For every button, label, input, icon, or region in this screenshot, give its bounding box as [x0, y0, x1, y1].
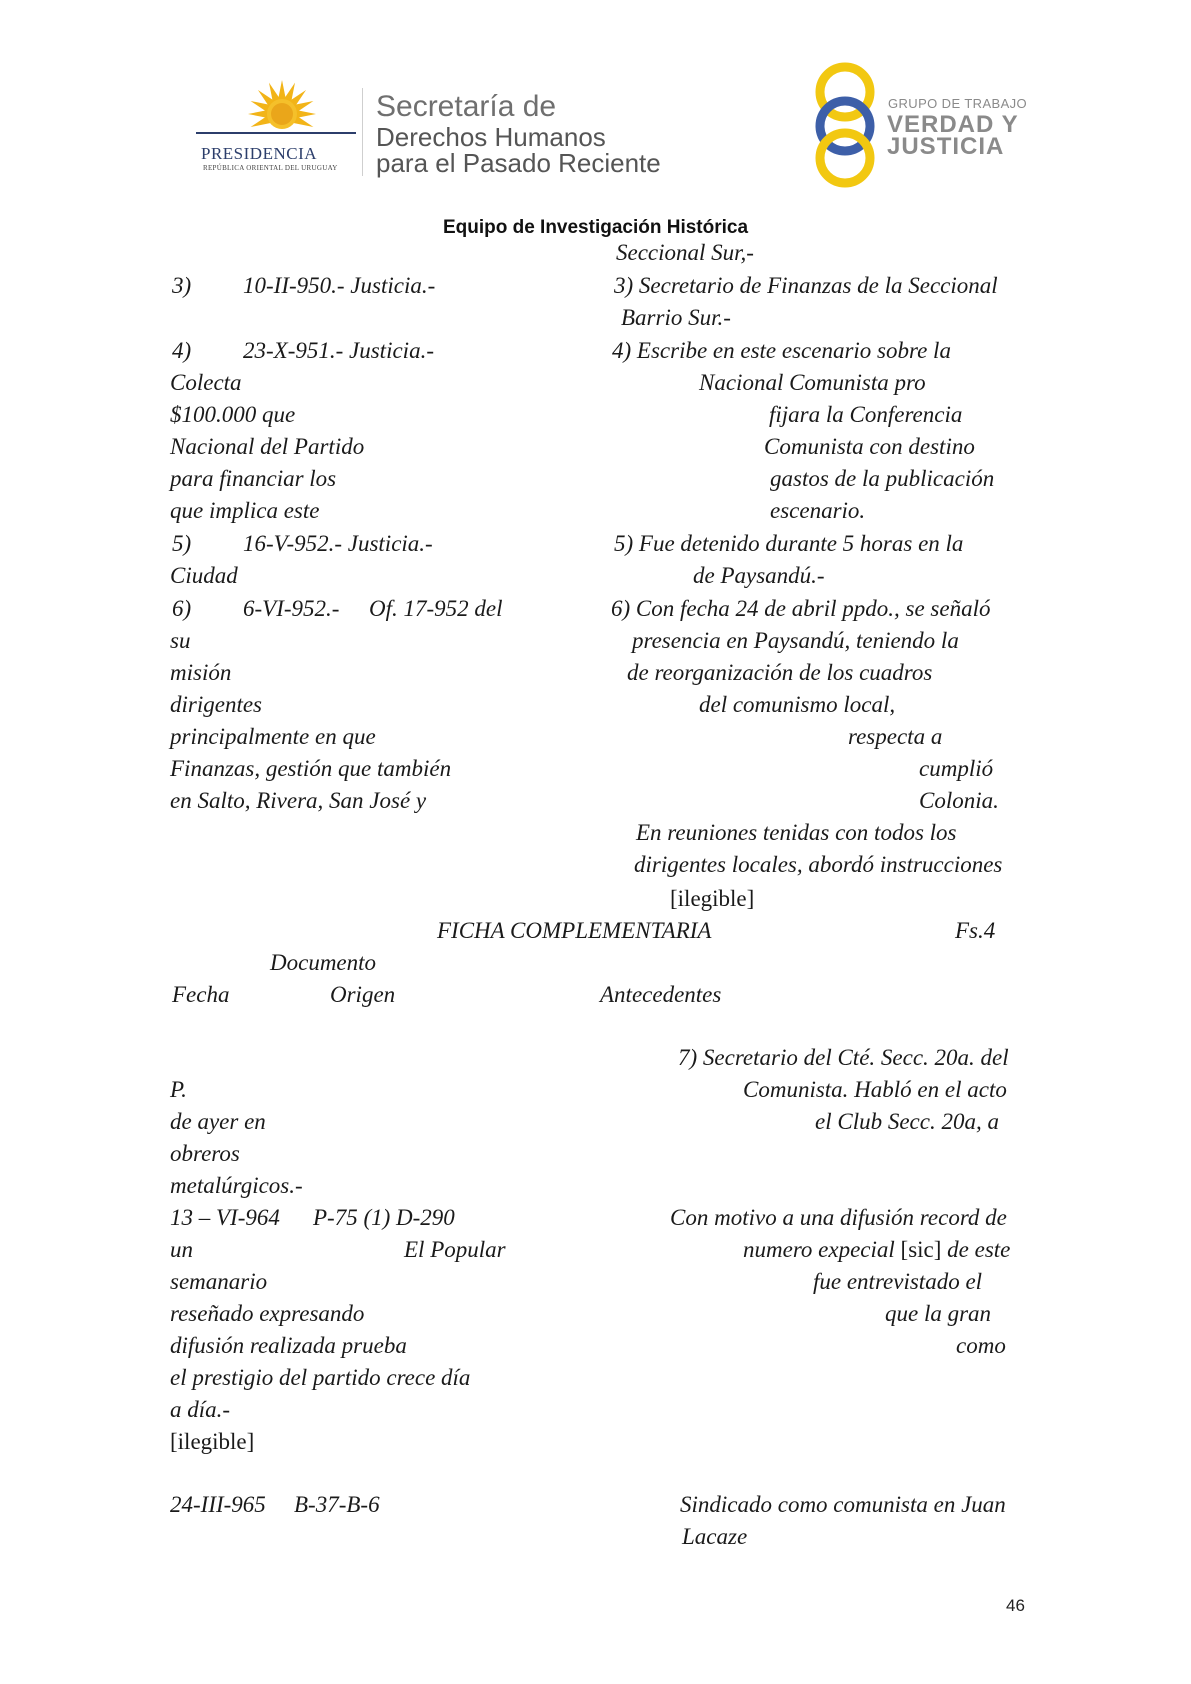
entry-date: 13 – VI-964 — [170, 1205, 280, 1230]
text-line — [743, 1235, 1010, 1265]
entry-number: 4) — [172, 338, 192, 363]
text-line: Colonia. — [919, 788, 999, 813]
text-line: cumplió — [919, 756, 994, 781]
text-line: $100.000 que — [170, 402, 296, 427]
folio-number: Fs.4 — [955, 918, 996, 943]
entry-date: 16-V-952.- Justicia.- — [243, 531, 433, 556]
text-line: 6) Con fecha 24 de abril ppdo., se señaló — [611, 596, 991, 621]
secretaria-line-3: para el Pasado Reciente — [376, 148, 661, 178]
text-fragment: numero expecial — [743, 1237, 901, 1262]
illegible-note: [ilegible] — [170, 1429, 255, 1454]
presidencia-label: PRESIDENCIA — [201, 144, 318, 163]
text-line: de Paysandú.- — [693, 563, 825, 588]
entry-origin: Of. 17-952 del — [369, 596, 503, 621]
secretaria-line-1: Secretaría de — [376, 90, 557, 123]
entry-origin: El Popular — [404, 1237, 506, 1262]
gtvj-line-2: VERDAD Y — [887, 111, 1019, 138]
text-line: como — [956, 1333, 1006, 1358]
text-line: su — [170, 628, 191, 653]
text-line: de ayer en — [170, 1109, 266, 1134]
text-line: En reuniones tenidas con todos los — [636, 820, 957, 845]
text-line: el prestigio del partido crece día — [170, 1365, 471, 1390]
text-line: el Club Secc. 20a, a — [815, 1109, 999, 1134]
text-line: para financiar los — [170, 466, 337, 491]
text-line: Nacional del Partido — [170, 434, 365, 459]
text-line: Finanzas, gestión que también — [170, 756, 452, 781]
text-line: dirigentes — [170, 692, 262, 717]
text-line: Con motivo a una difusión record de — [670, 1205, 1007, 1230]
text-line: 5) Fue detenido durante 5 horas en la — [614, 531, 964, 556]
gtvj-line-1: GRUPO DE TRABAJO — [888, 96, 1028, 111]
text-line: principalmente en que — [170, 724, 376, 749]
text-line: reseñado expresando — [170, 1301, 365, 1326]
text-line: dirigentes locales, abordó instrucciones — [634, 852, 1003, 877]
text-line: a día.- — [170, 1397, 231, 1422]
text-line: difusión realizada prueba — [170, 1333, 407, 1358]
text-line: que implica este — [170, 498, 320, 523]
text-line: Nacional Comunista pro — [699, 370, 926, 395]
column-header-origen: Origen — [330, 982, 396, 1007]
entry-origin: P-75 (1) D-290 — [313, 1205, 455, 1230]
text-line: fue entrevistado el — [813, 1269, 983, 1294]
header-divider — [362, 88, 363, 176]
text-line: Seccional Sur,- — [616, 240, 754, 265]
text-line: presencia en Paysandú, teniendo la — [632, 628, 959, 653]
text-line: P. — [170, 1077, 187, 1102]
text-line: 4) Escribe en este escenario sobre la — [612, 338, 951, 363]
team-heading: Equipo de Investigación Histórica — [442, 217, 749, 238]
text-line: Barrio Sur.- — [621, 305, 731, 330]
text-line: un — [170, 1237, 193, 1262]
text-line: gastos de la publicación — [770, 466, 995, 491]
entry-number: 6) — [172, 596, 192, 621]
ficha-title: FICHA COMPLEMENTARIA — [437, 918, 712, 943]
secretaria-line-2: Derechos Humanos — [376, 122, 606, 152]
text-fragment: de este — [941, 1237, 1011, 1262]
column-header-antecedentes: Antecedentes — [600, 982, 722, 1007]
text-line: 7) Secretario del Cté. Secc. 20a. del — [678, 1045, 1009, 1070]
illegible-note: [ilegible] — [670, 886, 755, 911]
entry-date: 24-III-965 — [170, 1492, 266, 1517]
text-line: Colecta — [170, 370, 242, 395]
entry-date: 6-VI-952.- — [243, 596, 340, 621]
entry-number: 3) — [172, 273, 192, 298]
text-line: 3) Secretario de Finanzas de la Seccional — [614, 273, 998, 298]
text-line: fijara la Conferencia — [769, 402, 963, 427]
text-line: Lacaze — [682, 1524, 748, 1549]
text-line: Comunista con destino — [764, 434, 975, 459]
text-line: del comunismo local, — [699, 692, 896, 717]
entry-origin: B-37-B-6 — [294, 1492, 380, 1517]
text-line: Comunista. Habló en el acto — [743, 1077, 1007, 1102]
sic-note: [sic] — [900, 1237, 942, 1262]
gtvj-line-3: JUSTICIA — [887, 133, 1005, 160]
entry-number: 5) — [172, 531, 192, 556]
text-line: misión — [170, 660, 232, 685]
presidencia-sublabel: REPÚBLICA ORIENTAL DEL URUGUAY — [203, 164, 338, 172]
text-line: Sindicado como comunista en Juan — [680, 1492, 1006, 1517]
page-number: 46 — [1006, 1596, 1025, 1615]
text-line: escenario. — [770, 498, 866, 523]
column-header-fecha: Fecha — [172, 982, 230, 1007]
entry-date: 10-II-950.- Justicia.- — [243, 273, 436, 298]
entry-date: 23-X-951.- Justicia.- — [243, 338, 434, 363]
column-header-documento: Documento — [270, 950, 377, 975]
text-line: semanario — [170, 1269, 268, 1294]
text-line: de reorganización de los cuadros — [627, 660, 933, 685]
text-line: que la gran — [885, 1301, 992, 1326]
text-line: metalúrgicos.- — [170, 1173, 303, 1198]
text-line: respecta a — [848, 724, 943, 749]
text-line: Ciudad — [170, 563, 238, 588]
text-line: obreros — [170, 1141, 240, 1166]
text-line: en Salto, Rivera, San José y — [170, 788, 427, 813]
